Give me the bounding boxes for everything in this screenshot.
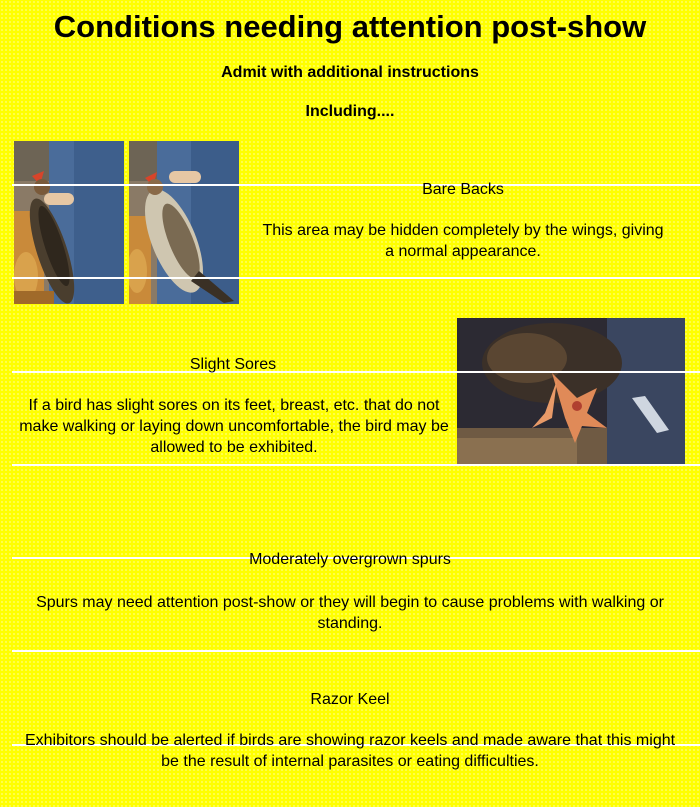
section-body-razor-keel: Exhibitors should be alerted if birds are showing razor keels and made aware that this might be the result of internal parasites or eating difficulties. [24, 732, 676, 770]
section-body-bare-backs: This area may be hidden completely by the wings, giving a normal appearance. [262, 222, 664, 260]
bird-held-image [14, 141, 124, 304]
including-label: Including.... [305, 103, 395, 120]
bird-held-image [129, 141, 239, 304]
section-heading-overgrown-spurs: Moderately overgrown spurs [249, 551, 451, 568]
page-subtitle: Admit with additional instructions [221, 64, 479, 81]
section-body-slight-sores: If a bird has slight sores on its feet, breast, etc. that do not make walking or laying down uncomfortable, the bird may be allowed to be exhibited. [19, 397, 449, 456]
section-body-overgrown-spurs: Spurs may need attention post-show or they will begin to cause problems with walking or standing. [36, 594, 664, 632]
section-heading-slight-sores: Slight Sores [189, 356, 277, 373]
section-heading-razor-keel: Razor Keel [310, 691, 390, 708]
page-title: Conditions needing attention post-show [53, 9, 647, 44]
bare-back-photo-1 [14, 141, 124, 304]
rule-line [12, 650, 700, 652]
bare-back-photo-2 [129, 141, 239, 304]
bird-foot-image [457, 318, 685, 465]
slight-sores-photo [457, 318, 685, 465]
section-heading-bare-backs: Bare Backs [422, 181, 504, 198]
rule-line [12, 464, 700, 466]
rule-line [12, 277, 700, 279]
